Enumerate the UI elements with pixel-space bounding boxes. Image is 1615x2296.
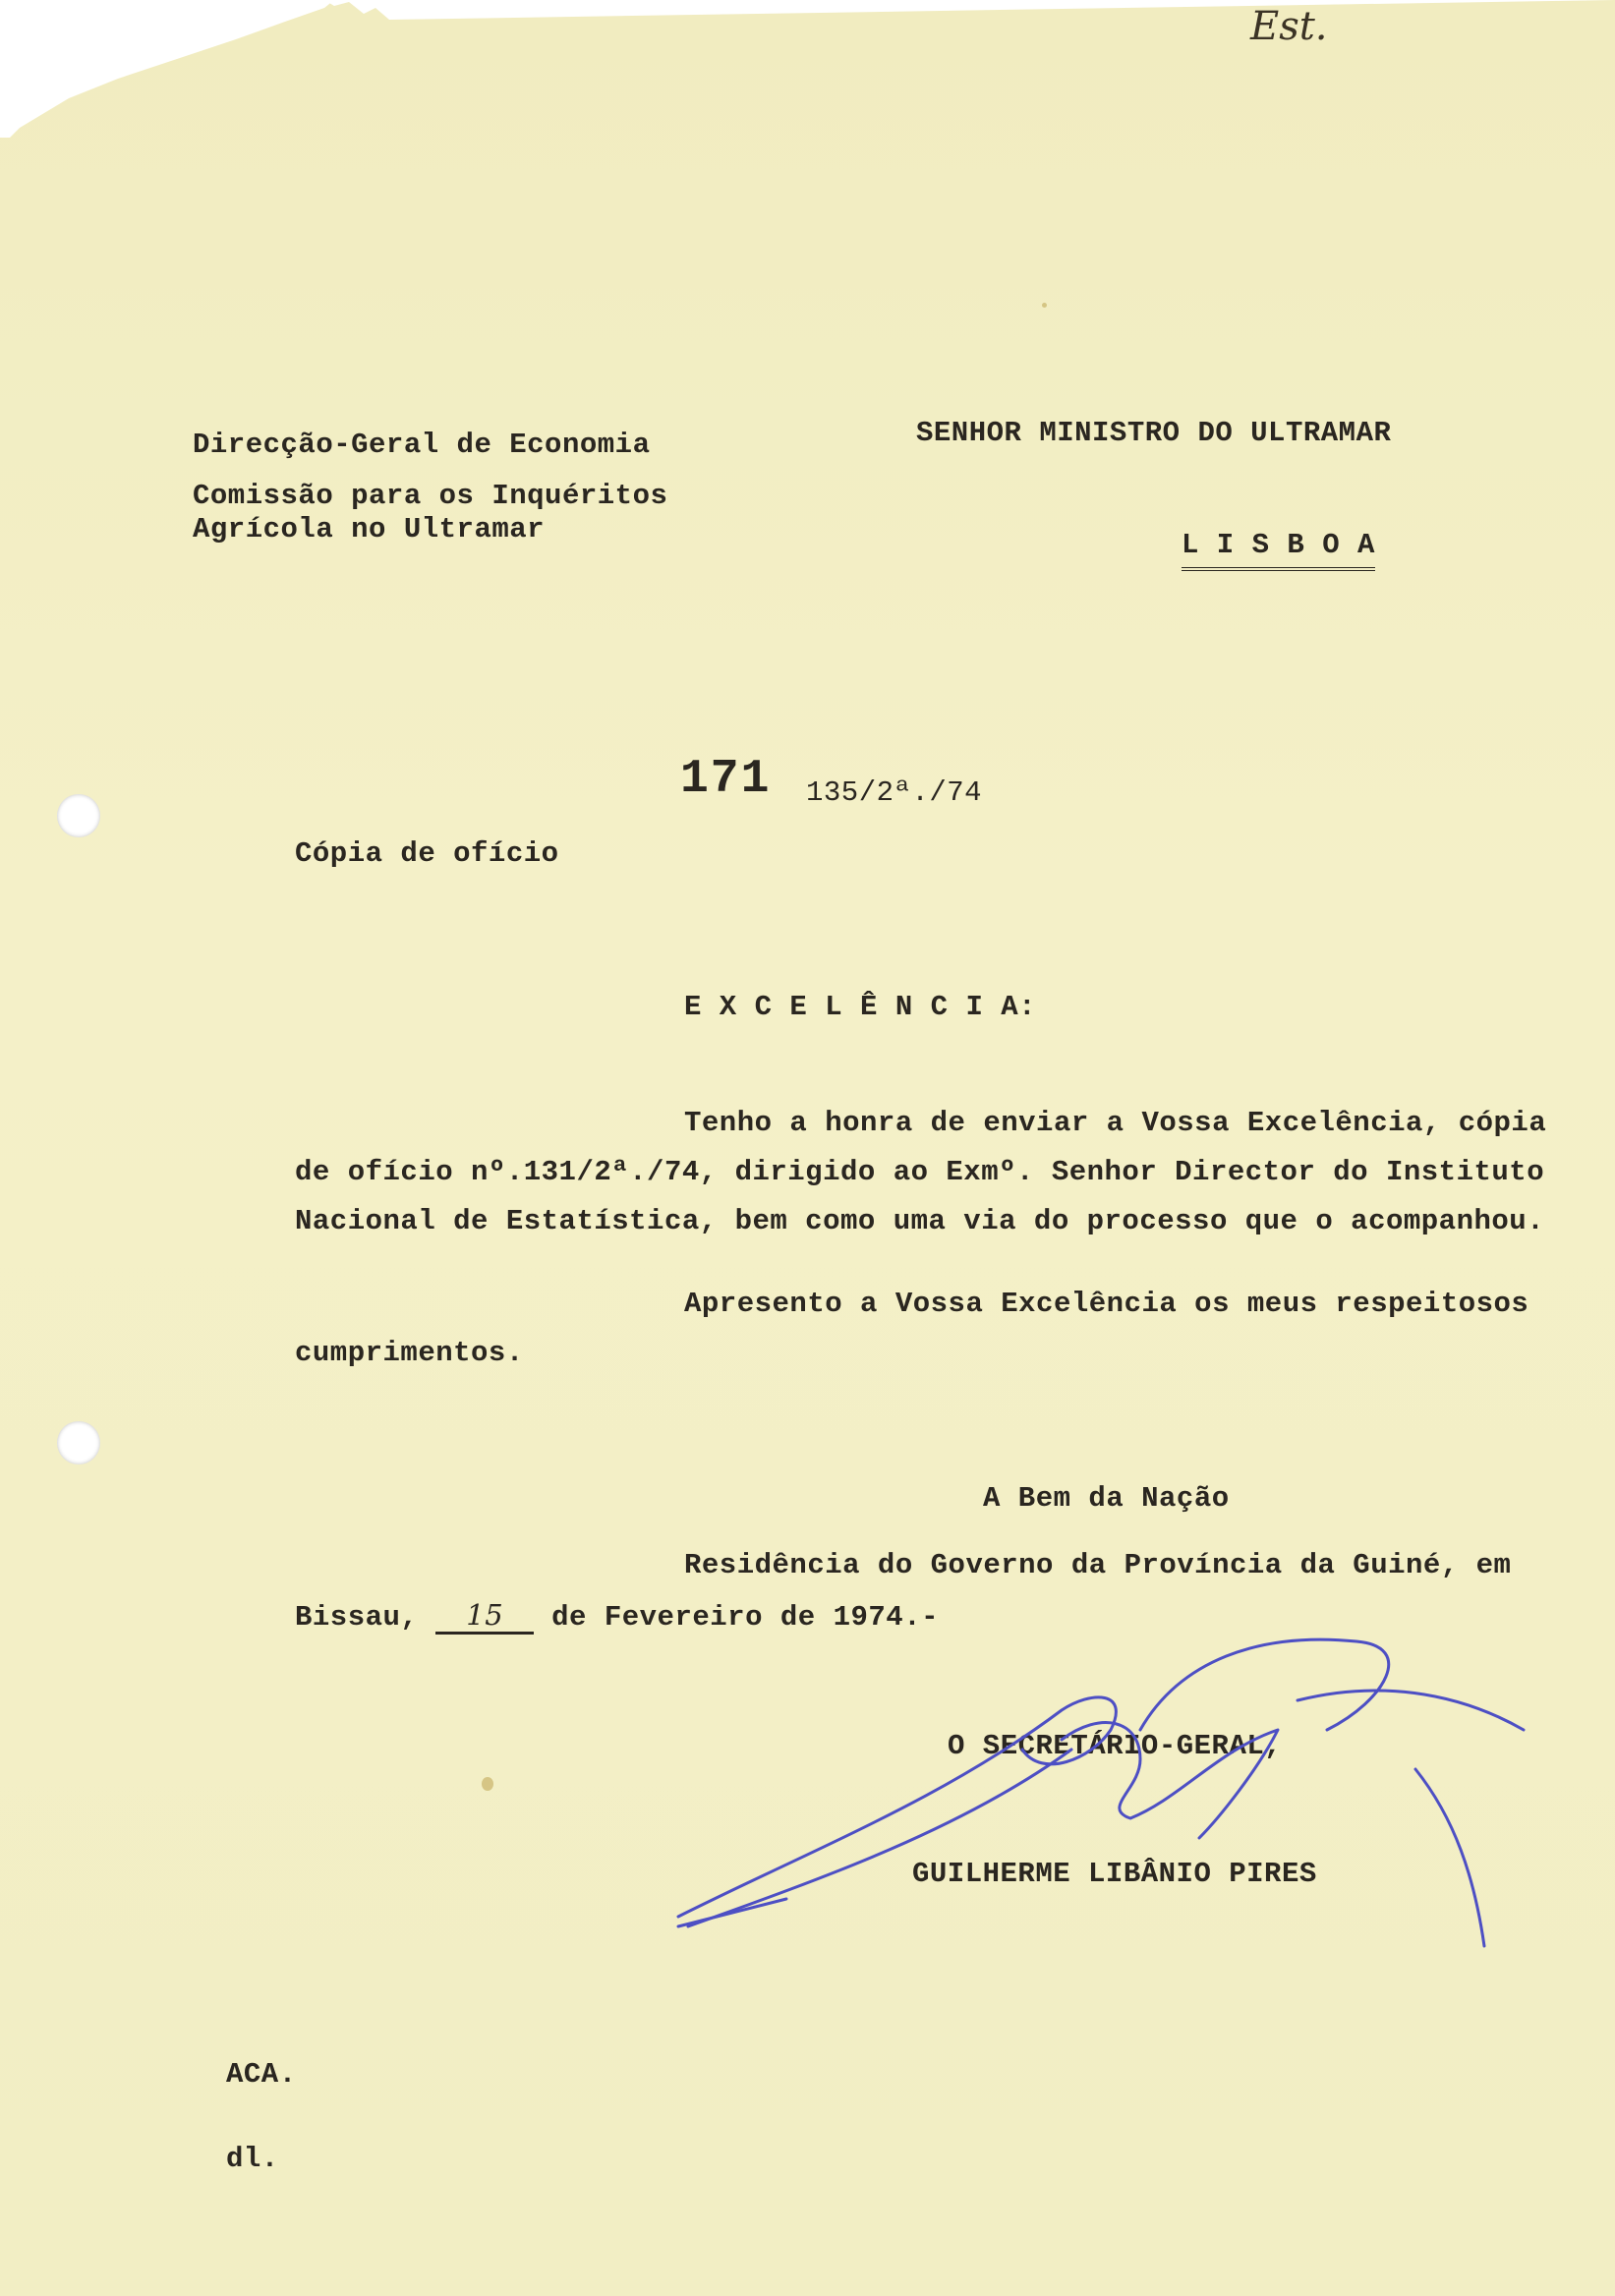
closing-place: Residência do Governo da Província da Guiné, em	[684, 1549, 1512, 1581]
torn-edge	[0, 0, 1615, 138]
stamp-number: 171	[680, 753, 772, 806]
signatory-name: GUILHERME LIBÂNIO PIRES	[912, 1858, 1317, 1890]
recipient-city: L I S B O A	[1182, 529, 1375, 571]
sender-line-3: Agrícola no Ultramar	[193, 513, 546, 545]
date-day-handwritten: 15	[435, 1598, 534, 1635]
recipient-title: SENHOR MINISTRO DO ULTRAMAR	[916, 417, 1392, 449]
punch-hole-bottom	[57, 1421, 100, 1464]
salutation: E X C E L Ê N C I A:	[684, 991, 1037, 1023]
reference-code: 135/2ª./74	[806, 776, 983, 809]
sender-line-1: Direcção-Geral de Economia	[193, 429, 651, 461]
sender-line-2: Comissão para os Inquéritos	[193, 480, 668, 512]
document-type: Cópia de ofício	[295, 837, 559, 870]
paper-stain	[1042, 303, 1047, 308]
signatory-role: O SECRETÁRIO-GERAL,	[948, 1730, 1283, 1762]
paper-stain	[482, 1777, 493, 1791]
handwritten-annotation: Est.	[1250, 4, 1328, 49]
initials-line-1: ACA.	[226, 2058, 297, 2091]
body-p2-line2: cumprimentos.	[295, 1337, 524, 1369]
body-p1-line3: Nacional de Estatística, bem como uma via do processo que o acompanhou.	[295, 1205, 1545, 1237]
body-p2-line1: Apresento a Vossa Excelência os meus respeitosos	[684, 1288, 1529, 1320]
body-p1-line2: de ofício nº.131/2ª./74, dirigido ao Exmº. Senhor Director do Instituto	[295, 1156, 1545, 1188]
closing-motto: A Bem da Nação	[983, 1482, 1230, 1515]
body-p1-line1: Tenho a honra de enviar a Vossa Excelência, cópia	[684, 1107, 1547, 1139]
punch-hole-top	[57, 794, 100, 837]
initials-line-2: dl.	[226, 2143, 279, 2175]
date-suffix: de Fevereiro de 1974.-	[551, 1601, 940, 1634]
handwritten-signature	[668, 1622, 1553, 1976]
date-prefix: Bissau,	[295, 1601, 419, 1634]
